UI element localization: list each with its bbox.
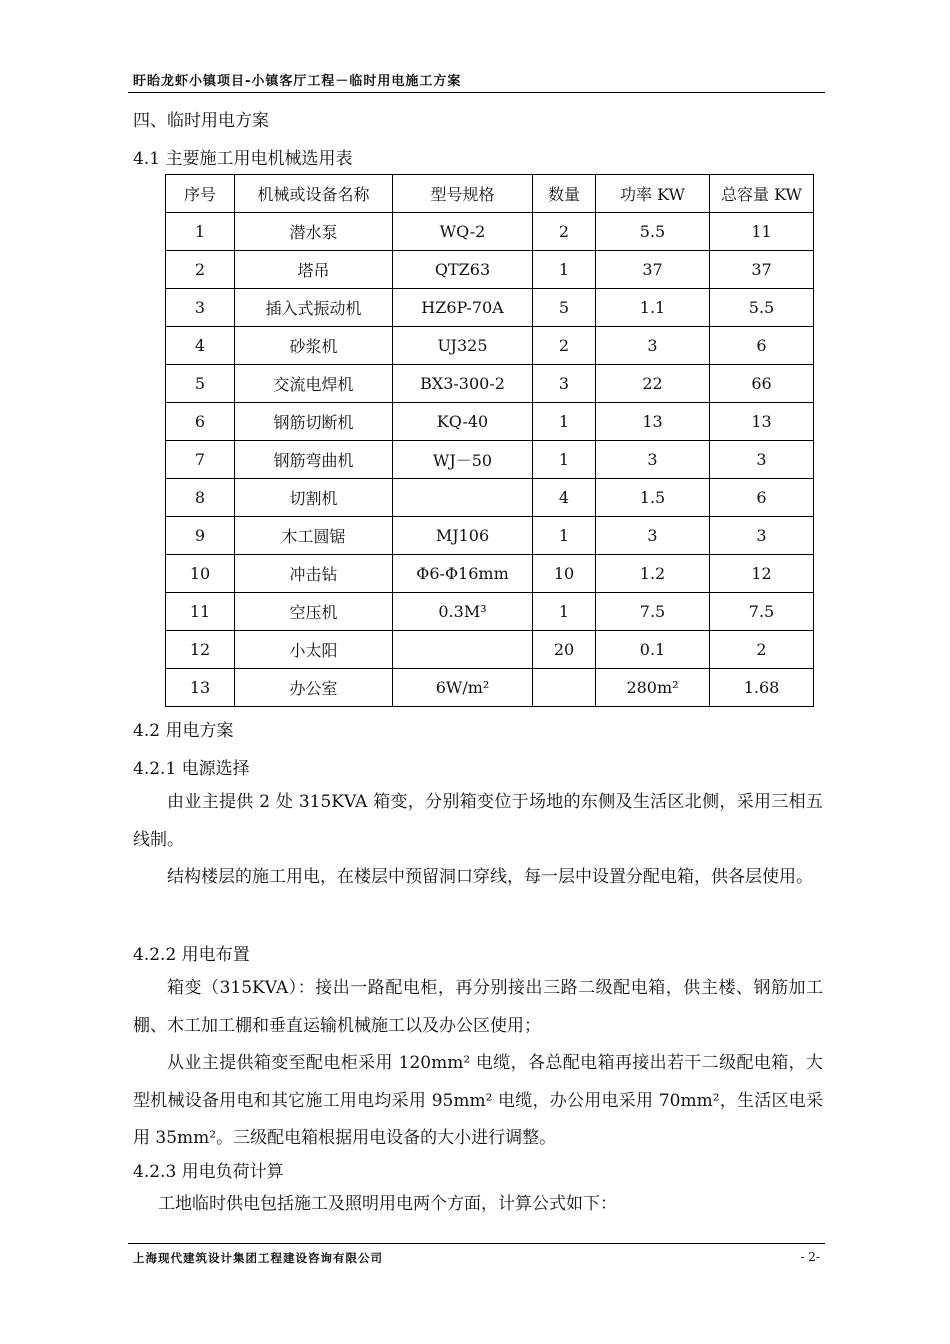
table-cell: 1: [533, 251, 596, 289]
table-body: [166, 213, 814, 707]
table-cell: 3: [533, 365, 596, 403]
table-cell: 3: [596, 517, 710, 555]
table-row: [166, 631, 814, 669]
table-cell: BX3-300-2: [393, 365, 533, 403]
table-cell: 1: [533, 403, 596, 441]
table-cell: 1.2: [596, 555, 710, 593]
table-cell: [533, 669, 596, 707]
paragraph-load-calc: 工地临时供电包括施工及照明用电两个方面，计算公式如下：: [158, 1194, 617, 1214]
table-row: [166, 251, 814, 289]
table-header-cell: 总容量 KW: [710, 175, 814, 213]
table-cell: 66: [710, 365, 814, 403]
table-cell: 5: [166, 365, 235, 403]
table-cell: 2: [710, 631, 814, 669]
table-cell: 插入式振动机: [235, 289, 393, 327]
table-cell: 10: [166, 555, 235, 593]
table-header-cell: 型号规格: [393, 175, 533, 213]
table-cell: 12: [710, 555, 814, 593]
table-row: [166, 517, 814, 555]
table-cell: 冲击钻: [235, 555, 393, 593]
header-divider: [128, 92, 825, 93]
table-cell: 280m²: [596, 669, 710, 707]
table-header-cell: 机械或设备名称: [235, 175, 393, 213]
table-cell: MJ106: [393, 517, 533, 555]
table-cell: 5.5: [596, 213, 710, 251]
table-row: [166, 289, 814, 327]
table-cell: 塔吊: [235, 251, 393, 289]
table-cell: 钢筋弯曲机: [235, 441, 393, 479]
table-cell: 办公室: [235, 669, 393, 707]
machine-table: [165, 174, 814, 707]
table-cell: 8: [166, 479, 235, 517]
table-header-cell: 功率 KW: [596, 175, 710, 213]
table-cell: KQ-40: [393, 403, 533, 441]
table-row: [166, 593, 814, 631]
table-cell: 37: [596, 251, 710, 289]
table-cell: [393, 631, 533, 669]
table-header-cell: 序号: [166, 175, 235, 213]
table-cell: 潜水泵: [235, 213, 393, 251]
table-cell: 37: [710, 251, 814, 289]
table-cell: 13: [166, 669, 235, 707]
table-header-row: [166, 175, 814, 213]
section-4-2-title: 4.2 用电方案: [133, 721, 234, 741]
table-cell: 3: [710, 517, 814, 555]
table-cell: 1: [533, 441, 596, 479]
table-cell: 1.68: [710, 669, 814, 707]
table-row: [166, 441, 814, 479]
table-cell: 0.1: [596, 631, 710, 669]
table-row: [166, 403, 814, 441]
table-title: 4.1 主要施工用电机械选用表: [133, 149, 353, 169]
table-cell: 3: [596, 327, 710, 365]
table-cell: 22: [596, 365, 710, 403]
table-cell: 3: [596, 441, 710, 479]
table-cell: 1: [166, 213, 235, 251]
table-row: [166, 479, 814, 517]
table-cell: 1.5: [596, 479, 710, 517]
paragraph-transformer: 箱变（315KVA）：接出一路配电柜，再分别接出三路二级配电箱，供主楼、钢筋加工棚、木工加工棚和垂直运输机械施工以及办公区使用；: [133, 978, 823, 1036]
table-cell: 13: [710, 403, 814, 441]
table-cell: 7.5: [710, 593, 814, 631]
table-cell: 切割机: [235, 479, 393, 517]
table-cell: 6: [710, 479, 814, 517]
footer-divider: [128, 1243, 825, 1244]
table-cell: 2: [533, 213, 596, 251]
table-cell: 20: [533, 631, 596, 669]
table-row: [166, 555, 814, 593]
table-cell: QTZ63: [393, 251, 533, 289]
table-cell: 7: [166, 441, 235, 479]
table-cell: UJ325: [393, 327, 533, 365]
table-cell: Φ6-Φ16mm: [393, 555, 533, 593]
table-cell: 钢筋切断机: [235, 403, 393, 441]
paragraph-cables: 从业主提供箱变至配电柜采用 120mm² 电缆，各总配电箱再接出若干二级配电箱，大型机械设备用电和其它施工用电均采用 95mm² 电缆，办公用电采用 70mm²，生活区电采用 35mm²。三级配电箱根据用电设备的大小进行调整。: [133, 1053, 823, 1148]
table-row: [166, 669, 814, 707]
table-cell: 1: [533, 593, 596, 631]
table-cell: 12: [166, 631, 235, 669]
page-header-title: 盱眙龙虾小镇项目-小镇客厅工程－临时用电施工方案: [133, 74, 462, 89]
table-row: [166, 365, 814, 403]
table-cell: 11: [166, 593, 235, 631]
footer-company: 上海现代建筑设计集团工程建设咨询有限公司: [133, 1251, 383, 1265]
table-cell: 木工圆锯: [235, 517, 393, 555]
section-4-2-1-title: 4.2.1 电源选择: [133, 759, 250, 779]
paragraph-power-source: 由业主提供 2 处 315KVA 箱变，分别箱变位于场地的东侧及生活区北侧，采用三相五线制。: [133, 792, 823, 850]
table-cell: 1.1: [596, 289, 710, 327]
section-4-2-3-title: 4.2.3 用电负荷计算: [133, 1162, 284, 1182]
table-cell: 1: [533, 517, 596, 555]
section-4-2-2-title: 4.2.2 用电布置: [133, 945, 250, 965]
table-row: [166, 327, 814, 365]
table-cell: WJ－50: [393, 441, 533, 479]
table-cell: 小太阳: [235, 631, 393, 669]
table-cell: HZ6P-70A: [393, 289, 533, 327]
table-cell: WQ-2: [393, 213, 533, 251]
page-number: - 2-: [800, 1250, 820, 1264]
table-cell: 10: [533, 555, 596, 593]
table-cell: 9: [166, 517, 235, 555]
table-cell: 3: [166, 289, 235, 327]
table-cell: 5.5: [710, 289, 814, 327]
table-cell: [393, 479, 533, 517]
table-cell: 7.5: [596, 593, 710, 631]
table-cell: 3: [710, 441, 814, 479]
table-cell: 0.3M³: [393, 593, 533, 631]
section-title: 四、临时用电方案: [133, 111, 269, 131]
table-cell: 5: [533, 289, 596, 327]
table-cell: 交流电焊机: [235, 365, 393, 403]
paragraph-floor-power: 结构楼层的施工用电，在楼层中预留洞口穿线，每一层中设置分配电箱，供各层使用。: [167, 867, 813, 887]
table-cell: 11: [710, 213, 814, 251]
table-cell: 2: [533, 327, 596, 365]
table-cell: 13: [596, 403, 710, 441]
table-cell: 空压机: [235, 593, 393, 631]
table-cell: 2: [166, 251, 235, 289]
table-cell: 6: [166, 403, 235, 441]
table-cell: 4: [166, 327, 235, 365]
table-header-cell: 数量: [533, 175, 596, 213]
table-cell: 4: [533, 479, 596, 517]
table-cell: 6W/m²: [393, 669, 533, 707]
table-cell: 6: [710, 327, 814, 365]
table-row: [166, 213, 814, 251]
table-cell: 砂浆机: [235, 327, 393, 365]
